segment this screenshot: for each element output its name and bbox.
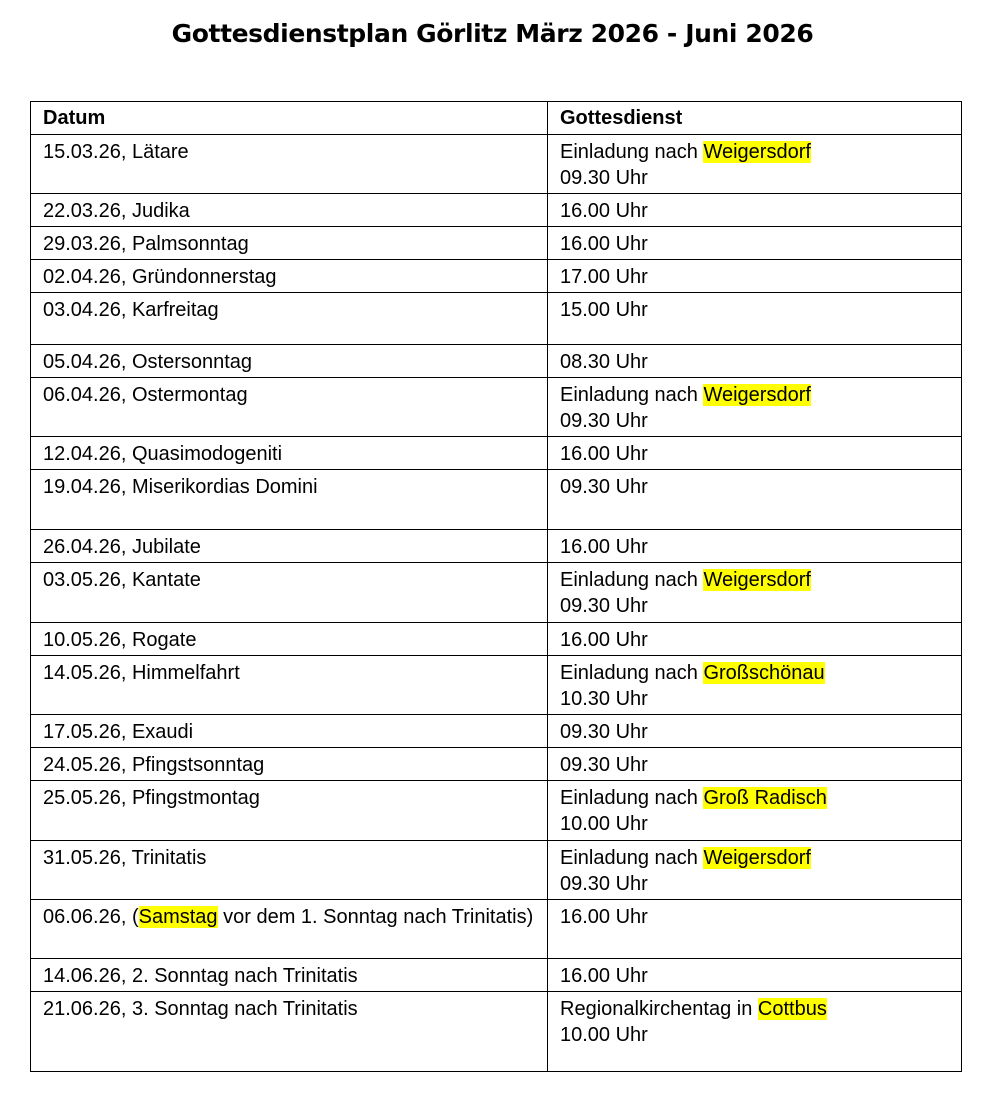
service-invitation	[560, 785, 949, 811]
date-cell: 29.03.26, Palmsonntag	[31, 227, 548, 260]
date-cell: 25.05.26, Pfingstmontag	[31, 781, 548, 841]
table-row	[31, 959, 962, 992]
service-cell	[548, 748, 962, 781]
table-row	[31, 437, 962, 470]
service-invitation	[560, 139, 949, 165]
table-row	[31, 781, 962, 841]
date-cell	[31, 900, 548, 959]
service-cell	[548, 992, 962, 1072]
service-cell	[548, 437, 962, 470]
table-row	[31, 900, 962, 959]
table-row	[31, 841, 962, 900]
schedule-table	[30, 101, 962, 1072]
place-highlight: Weigersdorf	[703, 847, 811, 869]
service-cell	[548, 656, 962, 715]
service-invitation	[560, 996, 949, 1022]
date-highlight: Samstag	[138, 906, 218, 928]
service-time: 16.00 Uhr	[560, 965, 648, 987]
schedule-rows	[31, 135, 962, 1072]
service-cell	[548, 194, 962, 227]
place-highlight: Cottbus	[757, 998, 827, 1020]
service-invitation	[560, 660, 949, 686]
service-time: 16.00 Uhr	[560, 233, 648, 255]
date-cell: 02.04.26, Gründonnerstag	[31, 260, 548, 293]
table-row	[31, 194, 962, 227]
table-row	[31, 563, 962, 623]
service-cell	[548, 959, 962, 992]
table-row	[31, 260, 962, 293]
service-cell	[548, 378, 962, 437]
service-time: 16.00 Uhr	[560, 443, 648, 465]
service-cell	[548, 530, 962, 563]
date-cell: 19.04.26, Miserikordias Domini	[31, 470, 548, 530]
service-cell	[548, 345, 962, 378]
place-highlight: Weigersdorf	[703, 569, 811, 591]
place-highlight: Weigersdorf	[703, 384, 811, 406]
service-time: 09.30 Uhr	[560, 595, 648, 617]
date-cell: 24.05.26, Pfingstsonntag	[31, 748, 548, 781]
invitation-text: Einladung nach	[560, 384, 704, 406]
invitation-text: Einladung nach	[560, 569, 704, 591]
service-time: 09.30 Uhr	[560, 167, 648, 189]
header-date: Datum	[31, 102, 548, 135]
table-row	[31, 623, 962, 656]
service-time: 09.30 Uhr	[560, 410, 648, 432]
date-cell: 05.04.26, Ostersonntag	[31, 345, 548, 378]
date-cell: 14.06.26, 2. Sonntag nach Trinitatis	[31, 959, 548, 992]
service-cell	[548, 470, 962, 530]
table-row	[31, 135, 962, 194]
service-time: 16.00 Uhr	[560, 536, 648, 558]
service-cell	[548, 715, 962, 748]
invitation-text: Einladung nach	[560, 662, 704, 684]
service-time: 17.00 Uhr	[560, 266, 648, 288]
table-row	[31, 715, 962, 748]
service-cell	[548, 623, 962, 656]
table-row	[31, 227, 962, 260]
page-title: Gottesdienstplan Görlitz März 2026 - Juni 2026	[171, 19, 814, 48]
service-cell	[548, 227, 962, 260]
service-time: 16.00 Uhr	[560, 629, 648, 651]
service-time: 16.00 Uhr	[560, 200, 648, 222]
service-time: 08.30 Uhr	[560, 351, 648, 373]
service-invitation	[560, 845, 949, 871]
header-service: Gottesdienst	[548, 102, 962, 135]
date-cell: 17.05.26, Exaudi	[31, 715, 548, 748]
invitation-text: Einladung nach	[560, 787, 704, 809]
invitation-text: Einladung nach	[560, 141, 704, 163]
table-row	[31, 656, 962, 715]
table-row	[31, 470, 962, 530]
service-time: 09.30 Uhr	[560, 721, 648, 743]
service-time: 09.30 Uhr	[560, 754, 648, 776]
table-row	[31, 748, 962, 781]
table-row	[31, 345, 962, 378]
service-time: 09.30 Uhr	[560, 476, 648, 498]
table-header-row	[31, 102, 962, 135]
table-row	[31, 530, 962, 563]
table-row	[31, 992, 962, 1072]
service-cell	[548, 781, 962, 841]
date-cell: 06.04.26, Ostermontag	[31, 378, 548, 437]
place-highlight: Groß Radisch	[703, 787, 827, 809]
service-cell	[548, 135, 962, 194]
invitation-text: Regionalkirchentag in	[560, 998, 758, 1020]
date-cell: 14.05.26, Himmelfahrt	[31, 656, 548, 715]
service-time: 15.00 Uhr	[560, 299, 648, 321]
table-row	[31, 293, 962, 345]
invitation-text: Einladung nach	[560, 847, 704, 869]
service-invitation	[560, 382, 949, 408]
service-cell	[548, 293, 962, 345]
date-cell: 22.03.26, Judika	[31, 194, 548, 227]
service-cell	[548, 841, 962, 900]
service-invitation	[560, 567, 949, 593]
service-cell	[548, 563, 962, 623]
date-cell: 31.05.26, Trinitatis	[31, 841, 548, 900]
table-row	[31, 378, 962, 437]
service-time: 10.00 Uhr	[560, 813, 648, 835]
date-cell: 15.03.26, Lätare	[31, 135, 548, 194]
date-cell: 26.04.26, Jubilate	[31, 530, 548, 563]
date-cell: 21.06.26, 3. Sonntag nach Trinitatis	[31, 992, 548, 1072]
service-time: 09.30 Uhr	[560, 873, 648, 895]
date-text: vor dem 1. Sonntag nach Trinitatis)	[217, 906, 534, 928]
date-text: 06.06.26, (	[43, 906, 139, 928]
service-time: 10.30 Uhr	[560, 688, 648, 710]
service-cell	[548, 260, 962, 293]
service-time: 10.00 Uhr	[560, 1024, 648, 1046]
place-highlight: Weigersdorf	[703, 141, 811, 163]
date-cell: 03.05.26, Kantate	[31, 563, 548, 623]
service-cell	[548, 900, 962, 959]
date-cell: 10.05.26, Rogate	[31, 623, 548, 656]
place-highlight: Großschönau	[703, 662, 825, 684]
date-cell: 12.04.26, Quasimodogeniti	[31, 437, 548, 470]
service-time: 16.00 Uhr	[560, 906, 648, 928]
date-cell: 03.04.26, Karfreitag	[31, 293, 548, 345]
